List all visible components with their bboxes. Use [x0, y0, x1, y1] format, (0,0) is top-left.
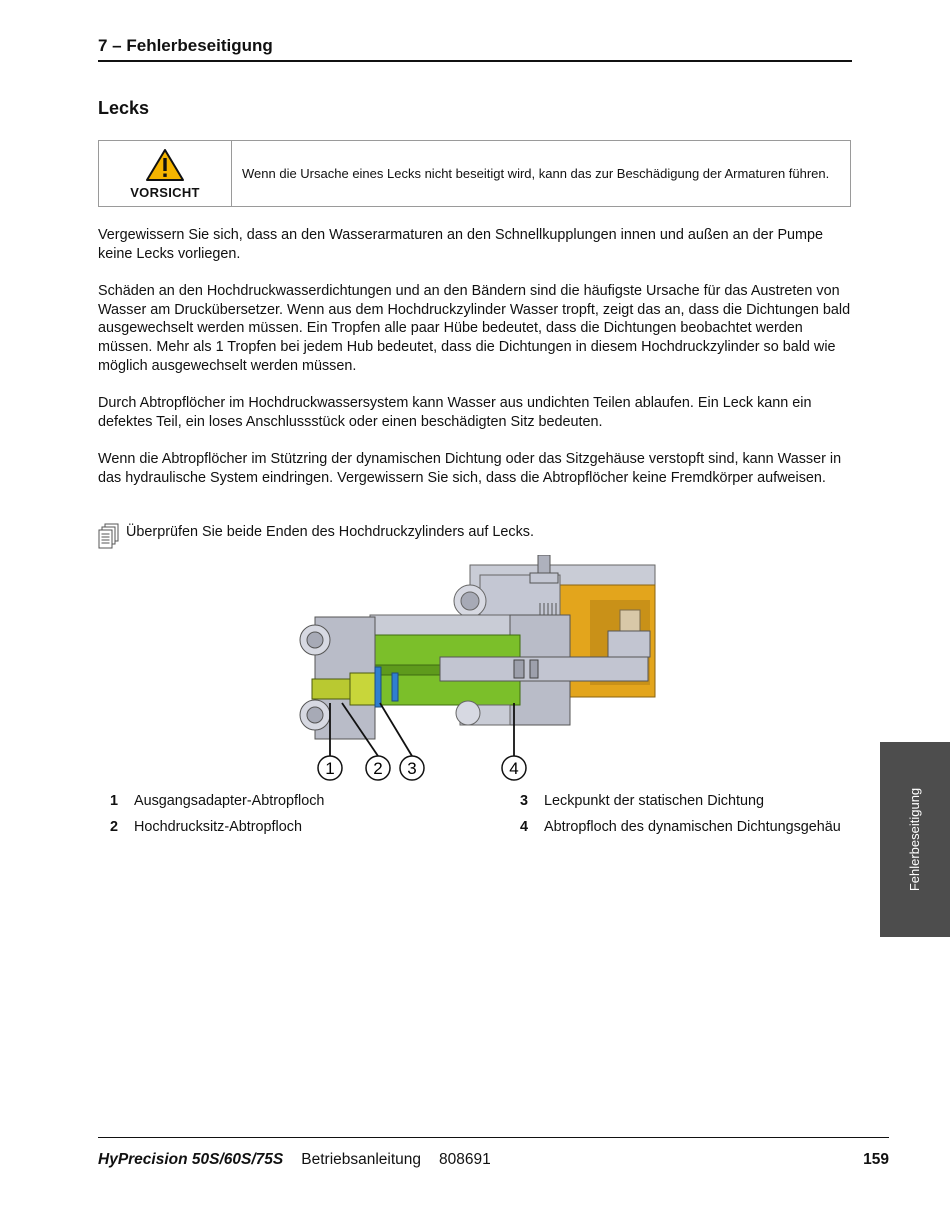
callout-3-label: 3 — [407, 759, 417, 778]
legend-text: Hochdrucksitz-Abtropfloch — [134, 819, 302, 835]
note-text: Überprüfen Sie beide Enden des Hochdruckzylinders auf Lecks. — [126, 524, 534, 540]
page-number: 159 — [863, 1151, 889, 1168]
legend-text: Ausgangsadapter-Abtropfloch — [134, 793, 325, 809]
chapter-header: 7 – Fehlerbeseitigung — [98, 36, 852, 62]
legend-text: Leckpunkt der statischen Dichtung — [544, 793, 764, 809]
callout-1 — [318, 756, 342, 780]
callout-3 — [400, 756, 424, 780]
legend-number: 4 — [520, 819, 529, 835]
paragraph-1: Vergewissern Sie sich, dass an den Wasserarmaturen an den Schnellkupplungen innen und außen an der Pumpe keine Lecks vorliegen. — [98, 227, 824, 262]
legend-number: 3 — [520, 793, 529, 809]
legend-number: 2 — [110, 819, 119, 835]
caution-box — [98, 140, 851, 207]
footer-doc-title: Betriebsanleitung — [301, 1151, 422, 1168]
footer-product: HyPrecision 50S/60S/75S — [98, 1151, 284, 1168]
callout-2-label: 2 — [373, 759, 383, 778]
section-title: Lecks — [98, 98, 150, 118]
callout-4-label: 4 — [509, 759, 519, 778]
footer-doc-number: 808691 — [439, 1151, 491, 1168]
note — [98, 523, 854, 550]
callout-2 — [366, 756, 390, 780]
paragraph-4: Wenn die Abtropflöcher im Stützring der dynamischen Dichtung oder das Sitzgehäuse verstopft sind, kann Wasser in das hydraulische System eindringen. Vergewissern Sie sich, dass die Abtropflöcher keine Fremdkörper aufweisen. — [98, 451, 842, 486]
callout-4 — [502, 756, 526, 780]
warning-triangle-icon — [145, 148, 185, 182]
legend-item-3 — [520, 793, 764, 809]
document-stack-icon — [98, 523, 120, 550]
side-tab-label: Fehlerbeseitigung — [907, 787, 923, 892]
legend-number: 1 — [110, 793, 119, 809]
footer — [98, 1137, 889, 1169]
caution-label-cell — [99, 141, 232, 206]
caution-text: Wenn die Ursache eines Lecks nicht beseitigt wird, kann das zur Beschädigung der Armaturen führen. — [242, 166, 830, 181]
legend-item-1 — [110, 793, 324, 809]
legend-item-4 — [520, 819, 852, 835]
caution-label: VORSICHT — [130, 184, 200, 200]
callout-1-label: 1 — [325, 759, 335, 778]
intensifier-cutaway-figure — [290, 555, 660, 785]
legend-item-2 — [110, 819, 302, 835]
paragraph-2: Schäden an den Hochdruckwasserdichtungen und an den Bändern sind die häufigste Ursache für das Austreten von Wasser am Druckübersetzer. Wenn aus dem Hochdruckzylinder Wasser tropft, zeigt das an, dass die Dichtungen bald ausgewechselt werden müssen. Ein Tropfen alle paar Hübe bedeutet, dass die Dichtungen beobachtet werden müssen. Mehr als 1 Tropfen bei jedem Hub bedeutet, dass die Dichtungen in diesem Hochdruckzylinder so bald wie möglich ausgewechselt werden müssen. — [98, 283, 851, 374]
side-tab — [880, 742, 950, 937]
paragraph-3: Durch Abtropflöcher im Hochdruckwassersystem kann Wasser aus undichten Teilen ablaufen. Ein Leck kann ein defektes Teil, ein loses Anschlussstück oder einen beschädigten Sitz bedeuten. — [98, 395, 812, 430]
legend-text: Abtropfloch des dynamischen Dichtungsgehäu — [544, 819, 841, 835]
